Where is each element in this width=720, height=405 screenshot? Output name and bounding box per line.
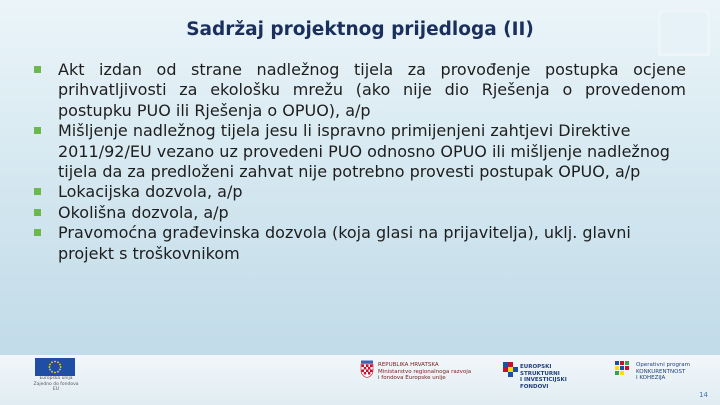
bullet-item [34, 121, 686, 182]
bullet-line: postupku PUO ili Rješenja o OPUO), a/p [58, 100, 371, 120]
bullet-line: provesti postupak OPUO, a/p [409, 162, 641, 182]
eu-flag-icon [35, 358, 75, 376]
page-number: 14 [699, 391, 708, 399]
bullet-line: prihvatljivosti za ekološku mrežu (ako nije dio Rješenja o provedenom [58, 80, 686, 100]
operational-programme-text [636, 362, 698, 382]
operational-programme-logo-icon [614, 360, 634, 380]
ministry-text [378, 362, 496, 382]
op-line: I KOHEZIJA [636, 375, 666, 381]
croatia-coat-of-arms-icon [360, 360, 374, 378]
bullet-line: Mišljenje nadležnog tijela jesu li ispravno primijenjeni zahtjevi [58, 121, 554, 141]
bullet-line: Direktive 2011/92/EU vezano uz provedeni PUO odnosno OPUO ili [58, 121, 631, 161]
esi-funds-logo-icon [503, 360, 519, 380]
bullet-item [34, 203, 686, 223]
bullet-line: projekt s troškovnikom [58, 243, 240, 263]
ministry-line: REPUBLIKA HRVATSKA [378, 362, 439, 368]
esi-funds-text [520, 364, 592, 390]
ministry-line: Ministarstvo regionalnoga razvoja [378, 368, 472, 375]
bullet-line: Akt izdan od strane nadležnog tijela za provođenje postupka ocjene [58, 60, 686, 79]
bullet-line: Pravomoćna građevinska dozvola (koja glasi na prijavitelja), uklj. glavni [58, 223, 631, 243]
bullet-square-icon [34, 66, 41, 73]
eu-caption: Europska unija Zajedno do fondova EU [33, 376, 79, 392]
slide-title: Sadržaj projektnog prijedloga (II) [186, 19, 534, 40]
bullet-item [34, 223, 686, 264]
esi-line: I INVESTICIJSKI FONDOVI [520, 377, 567, 390]
ministry-line: i fondova Europske unije [378, 375, 446, 381]
bullet-square-icon [34, 229, 41, 236]
bullet-square-icon [34, 209, 41, 216]
bullet-square-icon [34, 127, 41, 134]
bullet-item [34, 60, 686, 121]
esi-line: EUROPSKI STRUKTURNI [520, 364, 560, 377]
bullet-list [34, 60, 686, 264]
bullet-line: Okolišna dozvola, a/p [58, 202, 229, 222]
bullet-square-icon [34, 188, 41, 195]
bullet-line: mišljenje nadležnog tijela da za predloženi zahvat nije potrebno [58, 141, 670, 182]
op-line: Operativni program [636, 362, 691, 368]
bullet-item [34, 182, 686, 202]
op-line: KONKURENTNOST [636, 368, 686, 375]
bullet-line: Lokacijska dozvola, a/p [58, 182, 243, 202]
